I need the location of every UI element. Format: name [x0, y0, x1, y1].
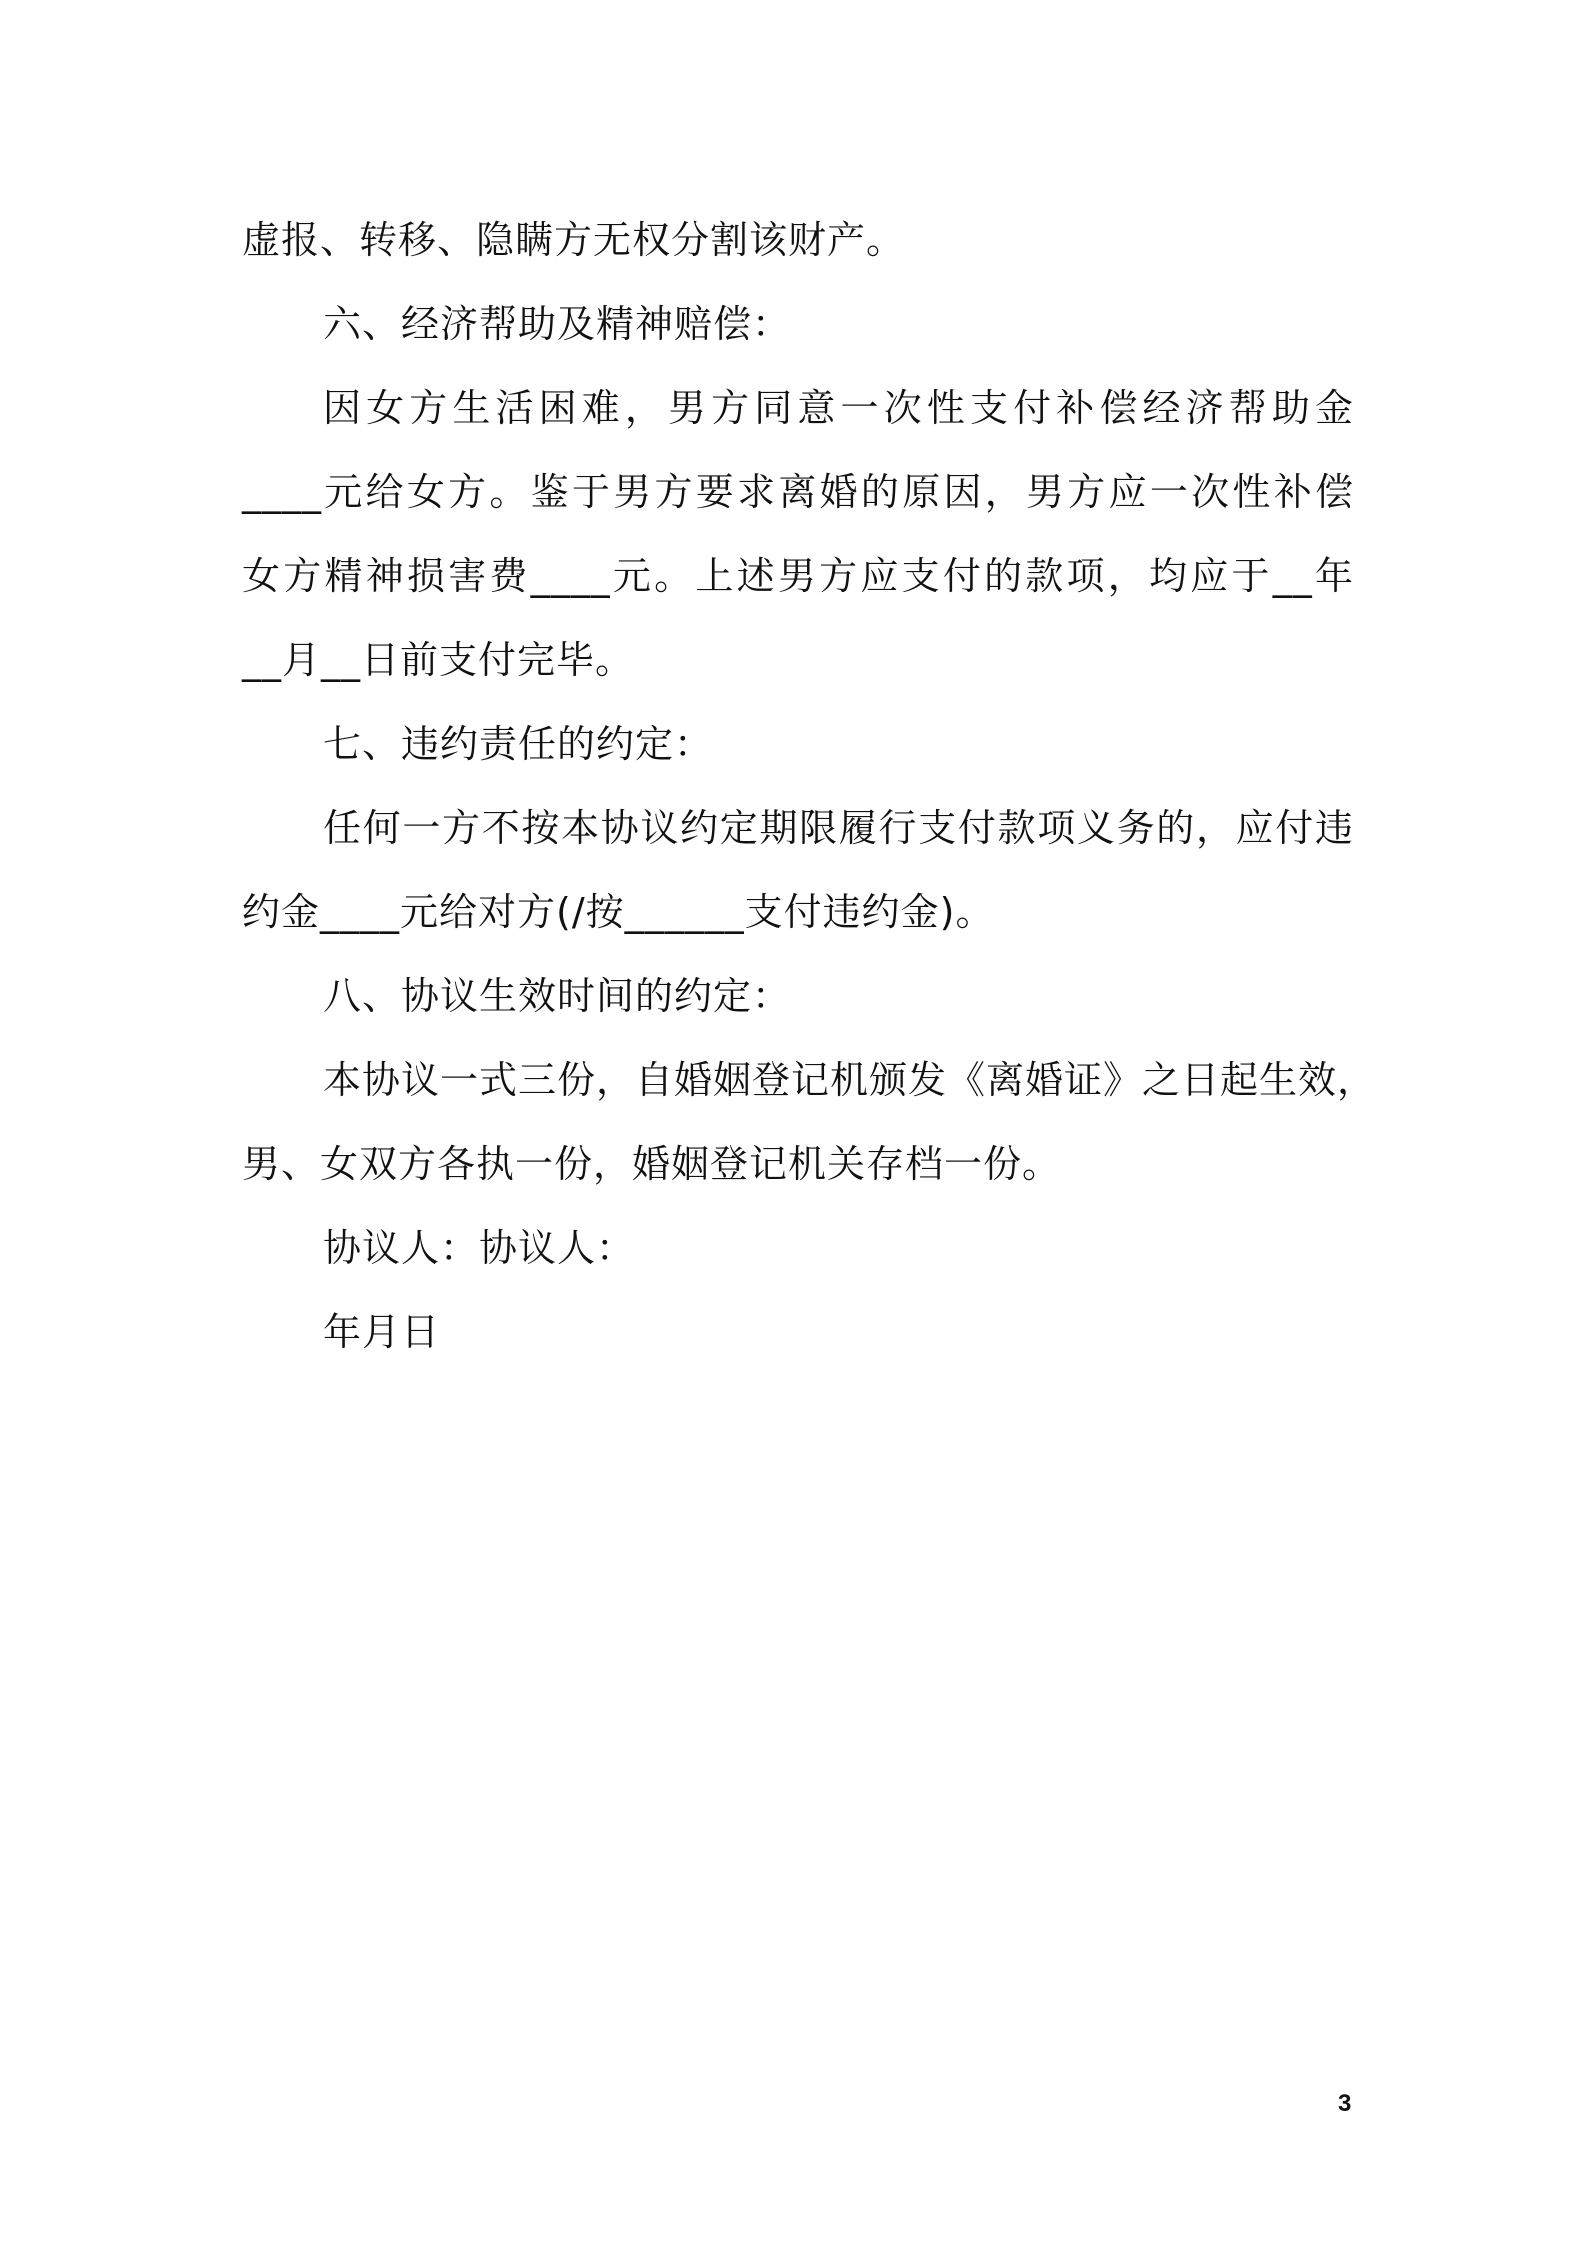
date-line: 年月日 — [323, 1310, 441, 1354]
section-heading: 六、经济帮助及精神赔偿： — [323, 302, 792, 346]
section-heading: 八、协议生效时间的约定： — [323, 974, 792, 1018]
body-line: 男、女双方各执一份，婚姻登记机关存档一份。 — [242, 1142, 1062, 1186]
body-line: 本协议一式三份，自婚姻登记机颁发《离婚证》之日起生效， — [323, 1058, 1377, 1102]
body-line: 任何一方不按本协议约定期限履行支付款项义务的，应付违 — [323, 806, 1354, 850]
body-line: 因女方生活困难，男方同意一次性支付补偿经济帮助金 — [323, 386, 1354, 430]
body-line: __月__日前支付完毕。 — [242, 638, 635, 682]
signature-line: 协议人：协议人： — [323, 1226, 636, 1270]
section-heading: 七、违约责任的约定： — [323, 722, 714, 766]
page-number: 3 — [1338, 2090, 1352, 2117]
body-line: 虚报、转移、隐瞒方无权分割该财产。 — [242, 218, 906, 262]
body-line: ____元给女方。鉴于男方要求离婚的原因，男方应一次性补偿 — [242, 470, 1354, 514]
document-body — [242, 198, 1377, 1374]
body-line: 女方精神损害费____元。上述男方应支付的款项，均应于__年 — [242, 554, 1354, 598]
body-line: 约金____元给对方(/按______支付违约金)。 — [242, 890, 995, 934]
